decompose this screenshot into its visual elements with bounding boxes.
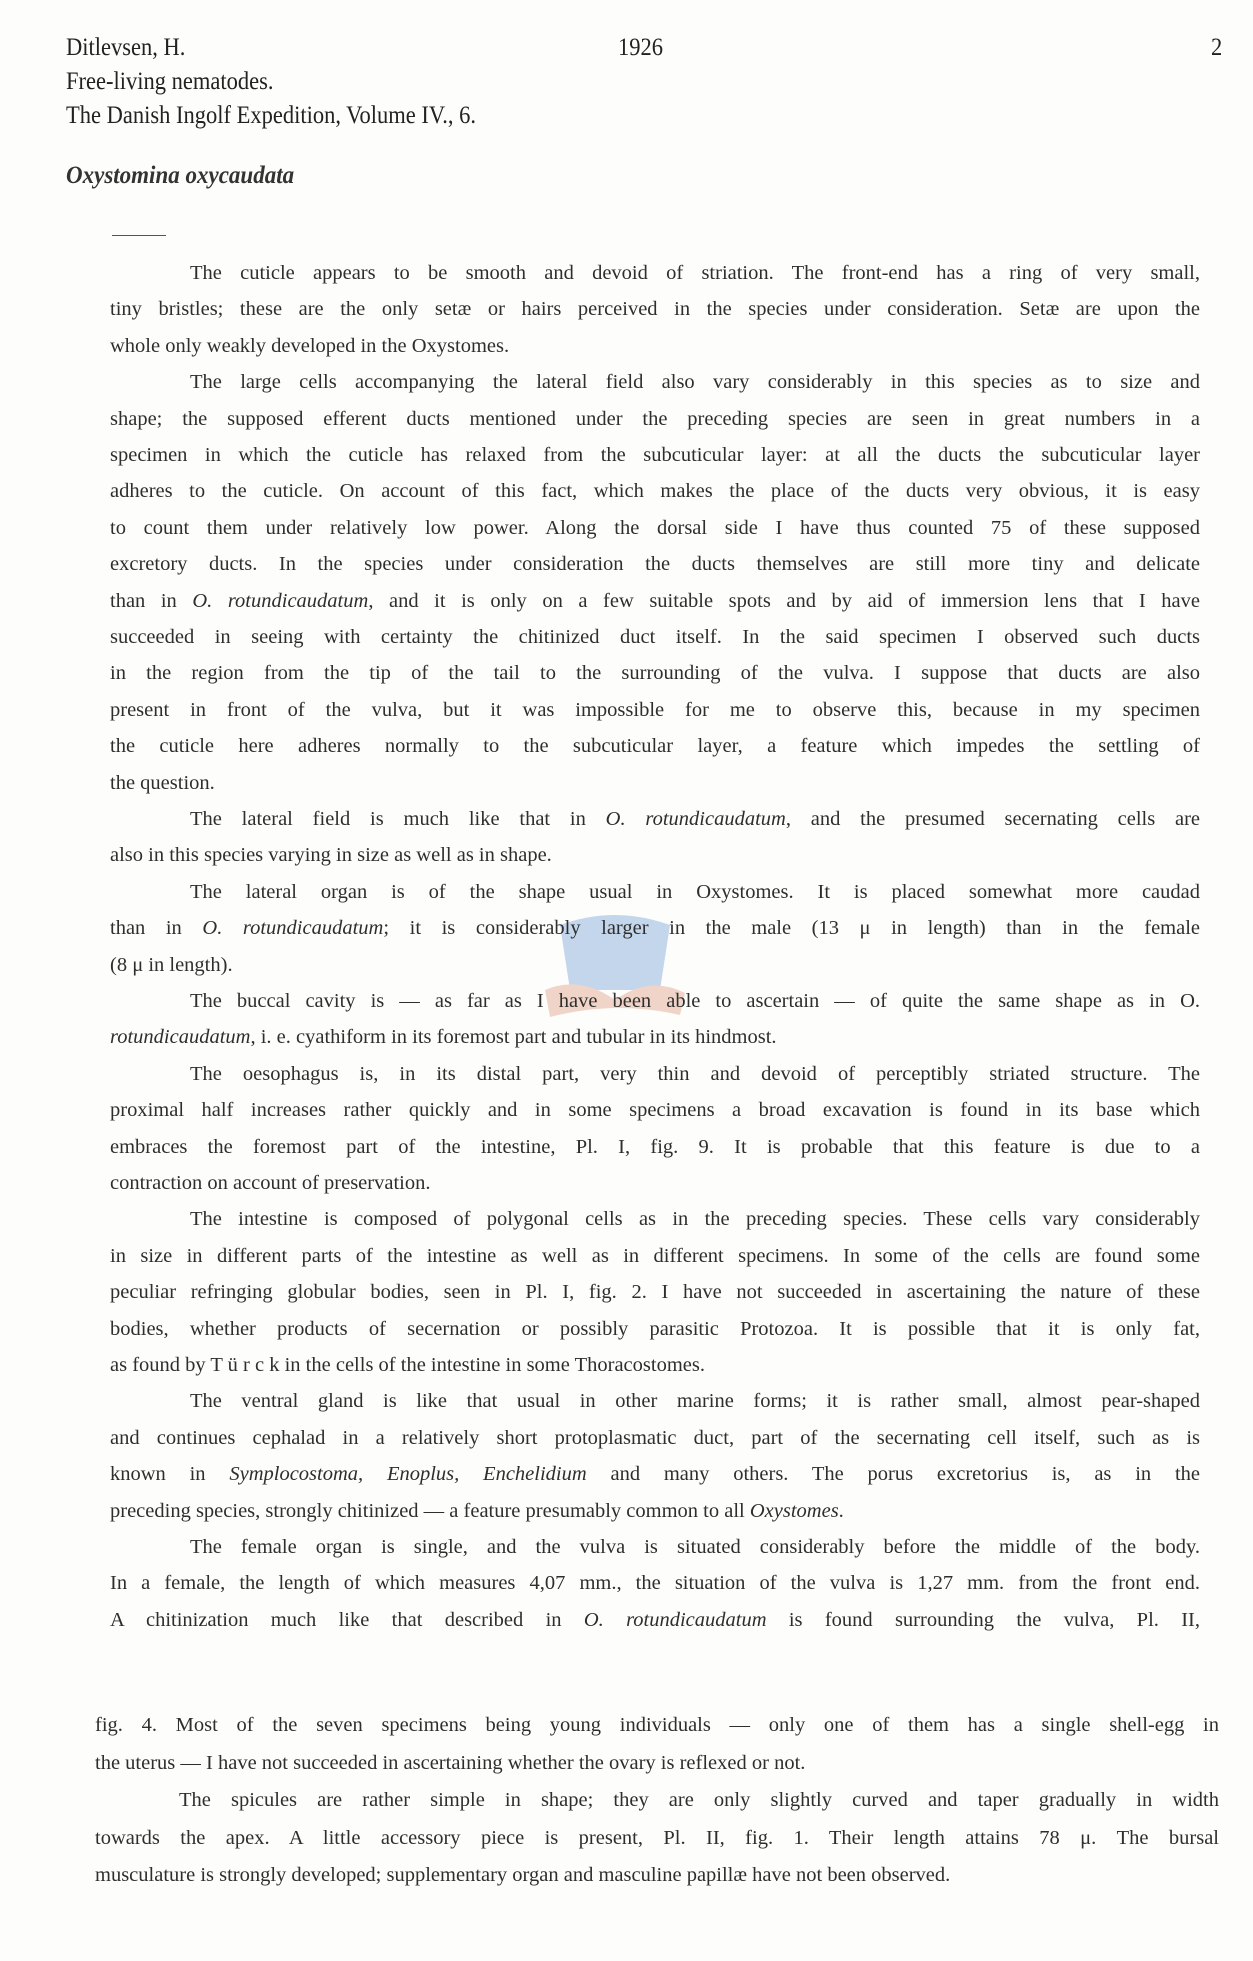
text-line [110, 622, 1200, 652]
text-run: . [838, 1499, 844, 1522]
text-line [110, 1496, 1200, 1526]
text-run: the question. [110, 771, 215, 794]
text-line [110, 1423, 1200, 1453]
text-line [110, 695, 1200, 725]
text-run: The spicules are rather simple in shape; they are only slightly curved and taper gradually in width [179, 1789, 1219, 1811]
italic-taxon: Oxystomes [749, 1499, 839, 1522]
text-run: musculature is strongly developed; supplementary organ and masculine papillæ have not been observed. [95, 1864, 951, 1886]
publication-series: The Danish Ingolf Expedition, Volume IV., 6. [66, 102, 476, 129]
text-line [179, 1785, 1219, 1815]
text-line [110, 440, 1200, 470]
text-run: The large cells accompanying the lateral field also vary considerably in this species as to size and [190, 371, 1200, 394]
text-run: in the region from the tip of the tail to the surrounding of the vulva. I suppose that ducts are also [110, 662, 1200, 685]
publication-subtitle: Free-living nematodes. [66, 68, 274, 95]
text-line [110, 1568, 1200, 1598]
text-run: and many others. The porus excretorius is, as in the [586, 1463, 1200, 1486]
text-run: is found surrounding the vulva, Pl. II, [766, 1608, 1200, 1631]
text-line [110, 913, 1200, 943]
text-run: whole only weakly developed in the Oxystomes. [110, 334, 510, 357]
text-line [110, 658, 1200, 688]
text-run: The ventral gland is like that usual in other marine forms; it is rather small, almost pear-shaped [190, 1390, 1200, 1413]
text-run: The buccal cavity is — as far as I have been able to ascertain — of quite the same shape as in O. [190, 990, 1200, 1012]
italic-taxon: Symplocostoma, Enoplus, Enchelidium [229, 1463, 587, 1486]
text-run: known in [110, 1463, 230, 1486]
text-line [110, 586, 1200, 616]
text-line [95, 1860, 1219, 1890]
text-run: fig. 4. Most of the seven specimens being young individuals — only one of them has a single shell-egg in [95, 1714, 1219, 1736]
text-line [110, 1168, 1200, 1198]
text-line [110, 294, 1200, 324]
text-run: specimen in which the cuticle has relaxed from the subcuticular layer: at all the ducts the subcuticular layer [110, 444, 1200, 466]
text-run: The lateral field is much like that in [190, 808, 606, 830]
text-line [190, 1204, 1200, 1234]
italic-taxon: rotundicaudatum [110, 1026, 251, 1049]
text-run: to count them under relatively low power. Along the dorsal side I have thus counted 75 of these supposed [110, 516, 1200, 539]
text-line [110, 476, 1200, 506]
text-run: preceding species, strongly chitinized — a feature presumably common to all [110, 1499, 750, 1522]
text-line [190, 804, 1200, 834]
text-run: , i. e. cyathiform in its foremost part and tubular in its hindmost. [250, 1026, 777, 1049]
text-run: succeeded in seeing with certainty the chitinized duct itself. In the said specimen I observed such ducts [110, 626, 1200, 648]
text-run: the uterus — I have not succeeded in ascertaining whether the ovary is reflexed or not. [95, 1751, 806, 1774]
text-run: bodies, whether products of secernation or possibly parasitic Protozoa. It is possible that it is only fat, [110, 1317, 1200, 1340]
italic-taxon: O. rotundicaudatum [605, 808, 786, 830]
text-run: the cuticle here adheres normally to the subcuticular layer, a feature which impedes the settling of [110, 735, 1200, 758]
text-line [110, 404, 1200, 434]
text-line [190, 367, 1200, 397]
text-run: In a female, the length of which measures 4,07 mm., the situation of the vulva is 1,27 mm. from the front end. [110, 1572, 1200, 1595]
text-run: The lateral organ is of the shape usual in Oxystomes. It is placed somewhat more caudad [190, 880, 1200, 903]
text-line [110, 1132, 1200, 1162]
text-line [190, 877, 1200, 907]
text-line [110, 1022, 1200, 1052]
text-run: adheres to the cuticle. On account of this fact, which makes the place of the ducts very obvious, it is easy [110, 480, 1200, 503]
text-run: peculiar refringing globular bodies, seen in Pl. I, fig. 2. I have not succeeded in ascertaining the nature of these [110, 1281, 1200, 1304]
text-line [110, 950, 1200, 980]
text-run: The oesophagus is, in its distal part, very thin and devoid of perceptibly striated structure. The [190, 1062, 1200, 1085]
text-line [110, 513, 1200, 543]
text-run: ; it is considerably larger in the male (13 μ in length) than in the female [383, 917, 1201, 940]
text-run: in size in different parts of the intestine as well as in different specimens. In some of the cells are found some [110, 1244, 1200, 1267]
text-line [95, 1823, 1219, 1853]
species-title: Oxystomina oxycaudata [66, 162, 295, 189]
text-line [95, 1710, 1219, 1740]
text-run: excretory ducts. In the species under consideration the ducts themselves are still more tiny and delicate [110, 553, 1200, 576]
text-line [110, 1095, 1200, 1125]
text-run: present in front of the vulva, but it was impossible for me to observe this, because in my specimen [110, 698, 1200, 721]
text-line [110, 331, 1200, 361]
text-line [110, 1241, 1200, 1271]
text-run: and continues cephalad in a relatively short protoplasmatic duct, part of the secernating cell itself, such as is [110, 1426, 1200, 1449]
text-run: The intestine is composed of polygonal cells as in the preceding species. These cells vary considerably [190, 1208, 1200, 1231]
text-run: , and it is only on a few suitable spots and by aid of immersion lens that I have [368, 589, 1200, 612]
italic-taxon: O. rotundicaudatum [583, 1608, 767, 1631]
author: Ditlevsen, H. [66, 34, 186, 61]
text-line [190, 258, 1200, 288]
text-run: The cuticle appears to be smooth and devoid of striation. The front-end has a ring of very small, [190, 262, 1200, 284]
page-number: 2 [1211, 34, 1223, 61]
text-run: shape; the supposed efferent ducts mentioned under the preceding species are seen in great numbers in a [110, 407, 1200, 430]
text-line [190, 1386, 1200, 1416]
text-run: than in [110, 589, 193, 612]
italic-taxon: O. rotundicaudatum [192, 589, 369, 612]
italic-taxon: O. rotundicaudatum [202, 917, 384, 940]
text-run: towards the apex. A little accessory piece is present, Pl. II, fig. 1. Their length attains 78 μ. The bursal [95, 1826, 1219, 1849]
text-run: also in this species varying in size as well as in shape. [110, 844, 552, 867]
text-line [110, 1314, 1200, 1344]
text-line [110, 1459, 1200, 1489]
separator-rule [112, 235, 166, 236]
text-run: than in [110, 917, 203, 940]
text-run: , and the presumed secernating cells are [785, 808, 1201, 830]
text-line [110, 1350, 1200, 1380]
text-run: contraction on account of preservation. [110, 1172, 431, 1194]
text-run: The female organ is single, and the vulva is situated considerably before the middle of the body. [190, 1536, 1200, 1558]
text-line [190, 1059, 1200, 1089]
text-line [110, 1277, 1200, 1307]
text-line [110, 840, 1200, 870]
year: 1926 [618, 34, 663, 61]
text-line [110, 731, 1200, 761]
text-line [110, 768, 1200, 798]
text-line [190, 1532, 1200, 1562]
text-line [110, 549, 1200, 579]
text-line [190, 986, 1200, 1016]
text-line [95, 1748, 1219, 1778]
text-run: embraces the foremost part of the intestine, Pl. I, fig. 9. It is probable that this feature is due to a [110, 1135, 1200, 1158]
text-line [110, 1605, 1200, 1635]
text-run: tiny bristles; these are the only setæ or hairs perceived in the species under consideration. Setæ are upon the [110, 298, 1200, 321]
text-run: (8 μ in length). [110, 953, 233, 976]
text-run: as found by T ü r c k in the cells of the intestine in some Thoracostomes. [110, 1354, 705, 1376]
text-run: proximal half increases rather quickly and in some specimens a broad excavation is found in its base which [110, 1099, 1200, 1122]
text-run: A chitinization much like that described in [110, 1608, 584, 1631]
